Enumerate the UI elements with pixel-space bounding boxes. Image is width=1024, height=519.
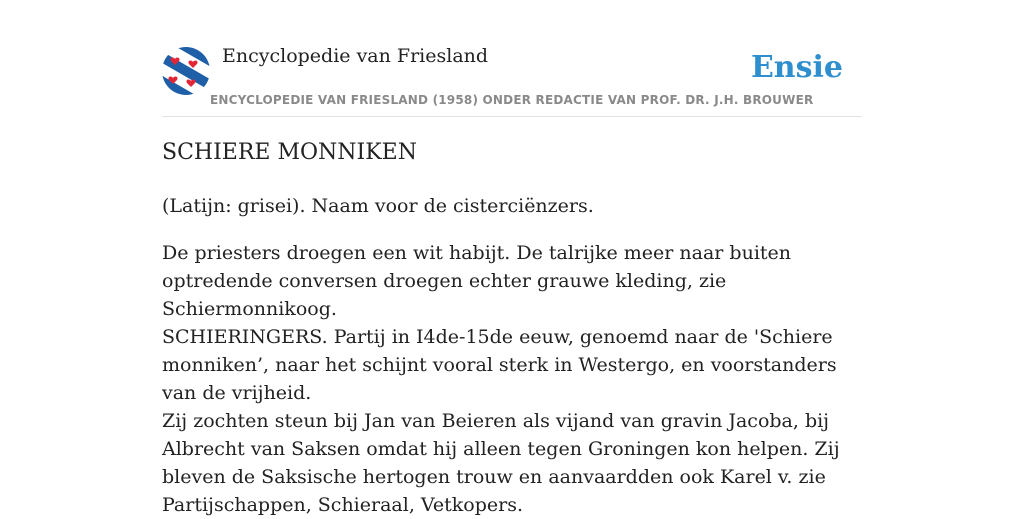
friesland-flag-icon[interactable] xyxy=(162,47,210,95)
header xyxy=(162,0,862,117)
brand-logo[interactable]: Ensie xyxy=(750,50,843,85)
article-paragraph: De priesters droegen een wit habijt. De talrijke meer naar buiten optredende conversen droegen echter grauwe kleding, zie Schiermonnikoog. xyxy=(162,242,792,320)
source-subtitle: ENCYCLOPEDIE VAN FRIESLAND (1958) ONDER REDACTIE VAN PROF. DR. J.H. BROUWER xyxy=(210,93,814,107)
page xyxy=(162,0,862,516)
article-paragraph: SCHIERINGERS. Partij in I4de-15de eeuw, genoemd naar de 'Schiere monniken’, naar het schijnt vooral sterk in Westergo, en voorstanders van de vrijheid. xyxy=(162,326,837,404)
article-paragraph: Zij zochten steun bij Jan van Beieren als vijand van gravin Jacoba, bij Albrecht van Saksen omdat hij alleen tegen Groningen kon helpen. Zij bleven de Saksische hertogen trouw en aanvaardden ook Karel v. zie Partijschappen, Schieraal, Vetkopers. xyxy=(162,410,840,516)
source-title[interactable]: Encyclopedie van Friesland xyxy=(222,45,489,67)
article-title: SCHIERE MONNIKEN xyxy=(162,140,417,165)
article-paragraph: (Latijn: grisei). Naam voor de cisterciënzers. xyxy=(162,195,594,217)
